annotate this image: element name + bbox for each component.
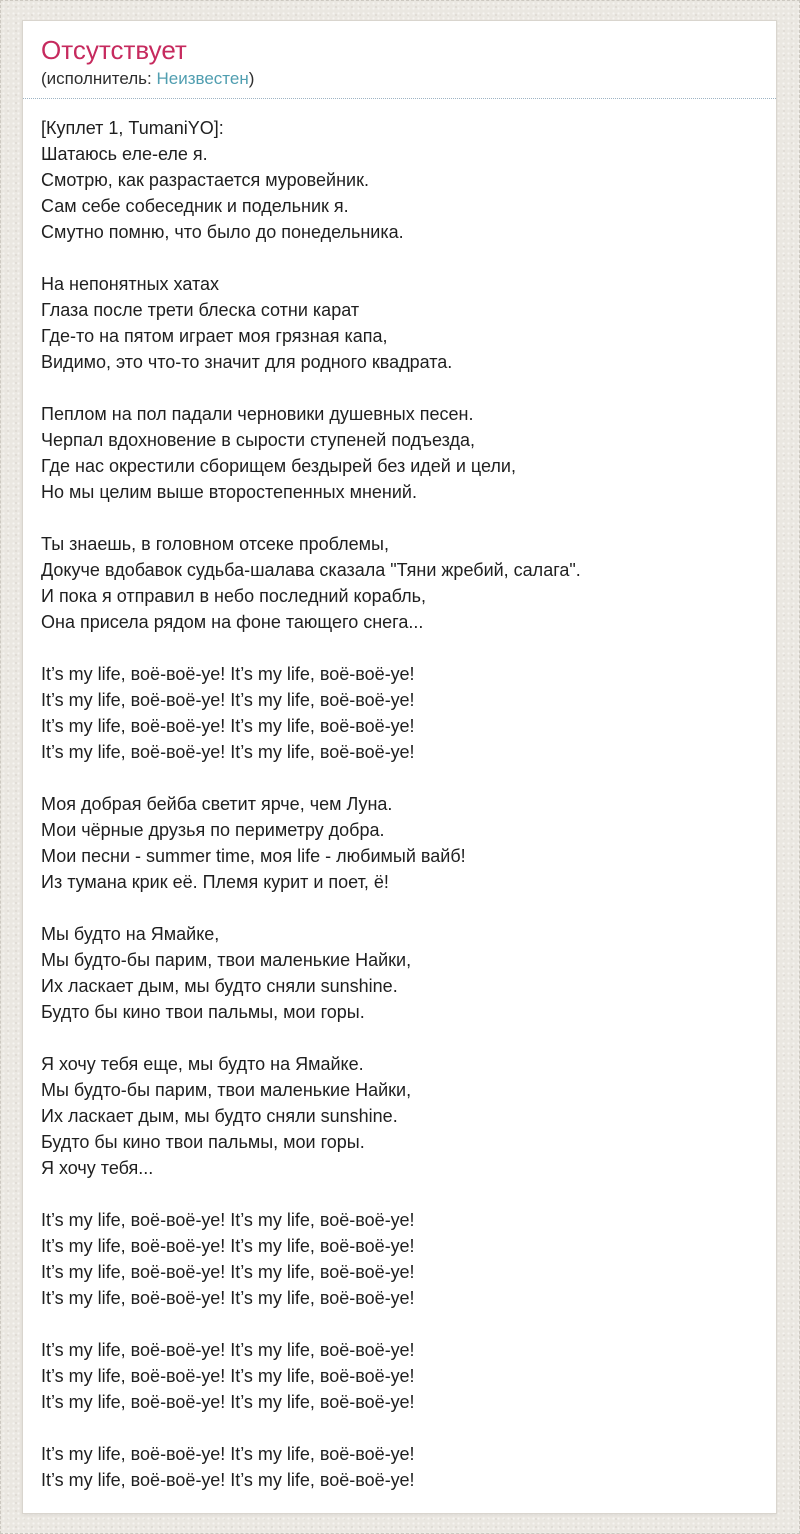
song-header [23,21,776,99]
lyrics-line: It’s my life, воё-воё-уе! It’s my life, воё-воё-уе! [41,663,415,684]
lyrics-line: Сам себе собеседник и подельник я. [41,195,349,216]
lyrics-text [23,99,776,1513]
lyrics-line: Глаза после трети блеска сотни карат [41,299,360,320]
lyrics-line: Моя добрая бейба светит ярче, чем Луна. [41,793,393,814]
lyrics-line: Будто бы кино твои пальмы, мои горы. [41,1001,365,1022]
lyrics-line: It’s my life, воё-воё-уе! It’s my life, воё-воё-уе! [41,1365,415,1386]
page-title: Отсутствует [41,35,187,65]
artist-label-prefix: (исполнитель: [41,68,157,88]
lyrics-stanza [41,921,758,1025]
lyrics-stanza [41,531,758,635]
lyrics-line: Шатаюсь еле-еле я. [41,143,208,164]
lyrics-line: Мои чёрные друзья по периметру добра. [41,819,385,840]
lyrics-line: Мои песни - summer time, моя life - любимый вайб! [41,845,466,866]
artist-label-suffix: ) [248,68,255,88]
lyrics-stanza [41,115,758,245]
lyrics-line: It’s my life, воё-воё-уе! It’s my life, воё-воё-уе! [41,1209,415,1230]
lyrics-stanza [41,401,758,505]
lyrics-stanza [41,791,758,895]
lyrics-line: Она присела рядом на фоне тающего снега... [41,611,424,632]
lyrics-line: Их ласкает дым, мы будто сняли sunshine. [41,975,398,996]
artist-line [41,69,758,89]
lyrics-stanza [41,661,758,765]
lyrics-line: It’s my life, воё-воё-уе! It’s my life, воё-воё-уе! [41,1469,415,1490]
lyrics-line: На непонятных хатах [41,273,219,294]
lyrics-line: Видимо, это что-то значит для родного квадрата. [41,351,453,372]
lyrics-line: Докуче вдобавок судьба-шалава сказала "Тяни жребий, салага". [41,559,581,580]
lyrics-line: Я хочу тебя еще, мы будто на Ямайке. [41,1053,364,1074]
lyrics-line: [Куплет 1, TumaniYO]: [41,117,224,138]
lyrics-line: Из тумана крик её. Племя курит и поет, ё! [41,871,389,892]
lyrics-line: Смотрю, как разрастается муровейник. [41,169,369,190]
lyrics-line: Будто бы кино твои пальмы, мои горы. [41,1131,365,1152]
lyrics-line: И пока я отправил в небо последний корабль, [41,585,427,606]
lyrics-line: Их ласкает дым, мы будто сняли sunshine. [41,1105,398,1126]
lyrics-line: Ты знаешь, в головном отсеке проблемы, [41,533,389,554]
lyrics-line: Мы будто-бы парим, твои маленькие Найки, [41,1079,412,1100]
lyrics-stanza [41,1441,758,1493]
lyrics-line: It’s my life, воё-воё-уе! It’s my life, воё-воё-уе! [41,715,415,736]
lyrics-stanza [41,1207,758,1311]
lyrics-line: Черпал вдохновение в сырости ступеней подъезда, [41,429,476,450]
lyrics-stanza [41,1051,758,1181]
artist-link[interactable]: Неизвестен [156,68,249,88]
lyrics-line: Но мы целим выше второстепенных мнений. [41,481,417,502]
lyrics-line: Где-то на пятом играет моя грязная капа, [41,325,388,346]
lyrics-stanza [41,1337,758,1415]
song-card [22,20,777,1514]
lyrics-line: It’s my life, воё-воё-уе! It’s my life, воё-воё-уе! [41,741,415,762]
lyrics-line: Пеплом на пол падали черновики душевных песен. [41,403,474,424]
lyrics-line: It’s my life, воё-воё-уе! It’s my life, воё-воё-уе! [41,1287,415,1308]
lyrics-line: It’s my life, воё-воё-уе! It’s my life, воё-воё-уе! [41,1443,415,1464]
lyrics-line: Я хочу тебя... [41,1157,154,1178]
lyrics-line: Смутно помню, что было до понедельника. [41,221,404,242]
lyrics-line: It’s my life, воё-воё-уе! It’s my life, воё-воё-уе! [41,1391,415,1412]
lyrics-line: It’s my life, воё-воё-уе! It’s my life, воё-воё-уе! [41,1261,415,1282]
lyrics-line: Мы будто-бы парим, твои маленькие Найки, [41,949,412,970]
lyrics-line: Мы будто на Ямайке, [41,923,220,944]
lyrics-line: Где нас окрестили сборищем бездырей без идей и цели, [41,455,516,476]
lyrics-line: It’s my life, воё-воё-уе! It’s my life, воё-воё-уе! [41,689,415,710]
lyrics-line: It’s my life, воё-воё-уе! It’s my life, воё-воё-уе! [41,1235,415,1256]
lyrics-line: It’s my life, воё-воё-уе! It’s my life, воё-воё-уе! [41,1339,415,1360]
lyrics-stanza [41,271,758,375]
